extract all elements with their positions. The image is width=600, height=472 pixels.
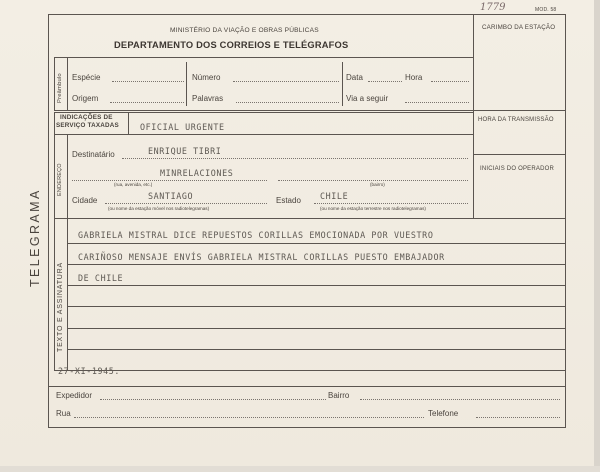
body-side-label: TEXTO E ASSINATURA: [57, 262, 64, 352]
footer-bairro-label: Bairro: [328, 391, 350, 400]
numero-label: Número: [192, 73, 221, 82]
stamp-label: CARIMBO DA ESTAÇÃO: [482, 24, 556, 31]
address-side-label: ENDEREÇO: [57, 163, 63, 196]
ministry-title: MINISTÉRIO DA VIAÇÃO E OBRAS PÚBLICAS: [170, 27, 319, 34]
origem-label: Origem: [72, 94, 99, 103]
taxed-label-2: SERVIÇO TAXADAS: [56, 122, 119, 129]
state-label: Estado: [276, 196, 301, 205]
hora-label: Hora: [405, 73, 423, 82]
bairro-hint: (bairro): [370, 182, 385, 187]
scan-edge-bottom: [0, 466, 600, 472]
transmission-label: HORA DA TRANSMISSÃO: [478, 117, 554, 123]
telegram-title: TELEGRAMA: [28, 188, 42, 287]
preamble-side-label: Preâmbulo: [57, 73, 63, 103]
sender-label: Expedidor: [56, 391, 93, 400]
city-label: Cidade: [72, 196, 98, 205]
state-value: CHILE: [320, 191, 349, 201]
street-hint: (rua, avenida, etc.): [114, 182, 153, 187]
especie-label: Espécie: [72, 73, 101, 82]
recipient-label: Destinatário: [72, 150, 115, 159]
handwritten-number: 1779: [480, 2, 506, 13]
street-footer-label: Rua: [56, 409, 71, 418]
palavras-label: Palavras: [192, 94, 224, 103]
message-line-1: GABRIELA MISTRAL DICE REPUESTOS CORILLAS EMOCIONADA POR VUESTRO: [78, 230, 434, 240]
street-value: MINRELACIONES: [160, 168, 234, 178]
message-line-3: DE CHILE: [78, 273, 124, 283]
city-value: SANTIAGO: [148, 191, 194, 201]
taxed-label-1: INDICAÇÕES DE: [60, 114, 113, 121]
recipient-value: ENRIQUE TIBRI: [148, 146, 222, 156]
via-label: Via a seguir: [346, 94, 389, 103]
model-number: MOD. 58: [535, 7, 557, 13]
data-label: Data: [346, 73, 363, 82]
phone-label: Telefone: [428, 409, 459, 418]
taxed-value: OFICIAL URGENTE: [140, 122, 225, 132]
scan-edge: [594, 0, 600, 472]
operator-label: INICIAIS DO OPERADOR: [480, 166, 555, 172]
message-date: 27-XI-1945.: [58, 366, 121, 376]
department-title: DEPARTAMENTO DOS CORREIOS E TELÉGRAFOS: [114, 40, 349, 50]
state-hint: (ou nome da estação terrestre nos radiotelegramas): [320, 206, 426, 211]
city-hint: (ou nome da estação móvel nos radiotelegramas): [108, 206, 210, 211]
message-line-2: CARIÑOSO MENSAJE ENVÍS GABRIELA MISTRAL CORILLAS PUESTO EMBAJADOR: [78, 252, 445, 262]
